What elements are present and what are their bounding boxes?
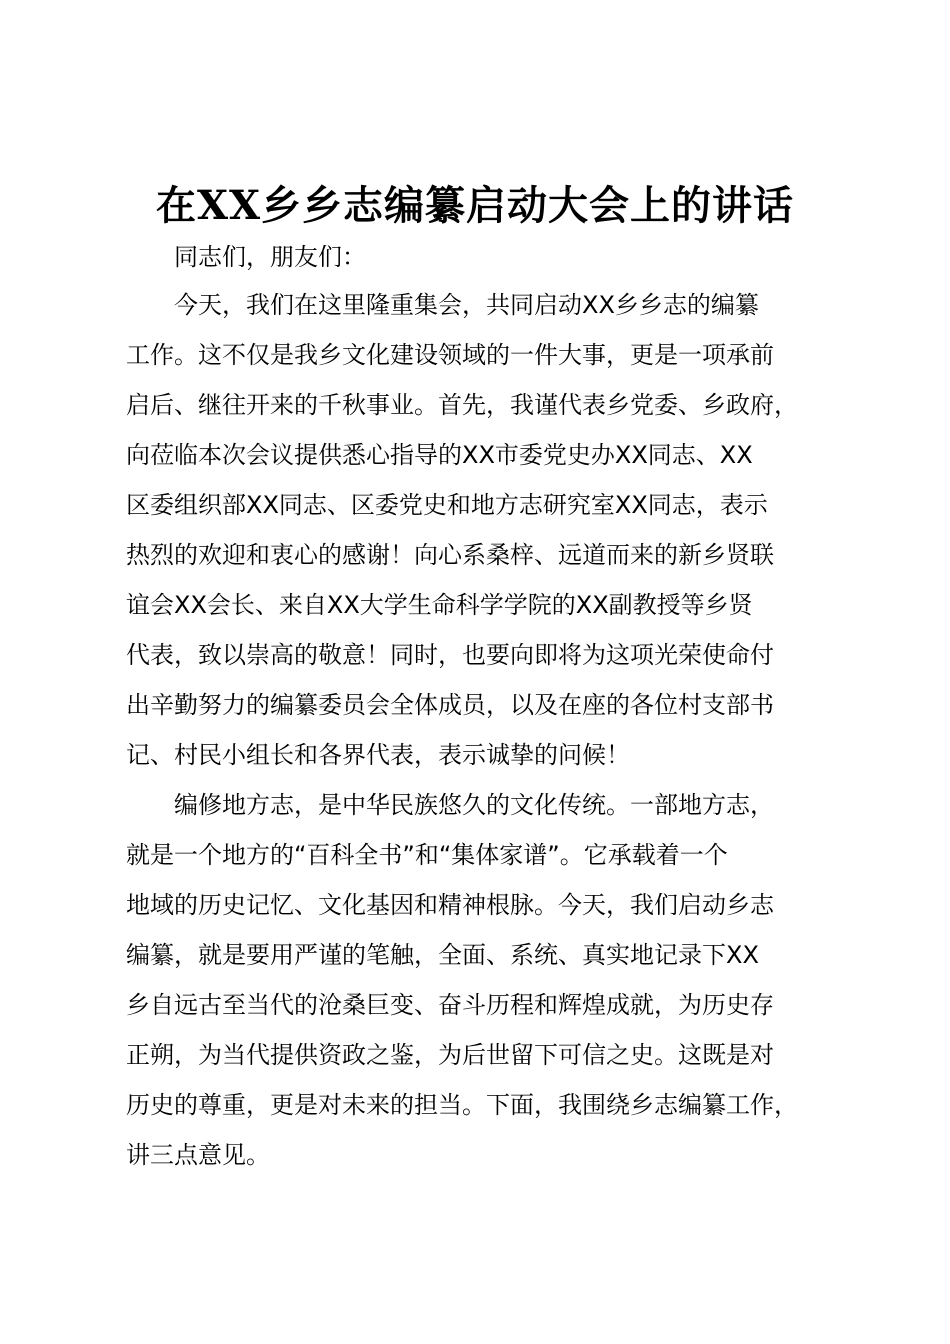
paragraph-line: 乡自远古至当代的沧桑巨变、奋斗历程和辉煌成就，为历史存 (126, 991, 774, 1019)
document-title: 在XX乡乡志编纂启动大会上的讲话 (155, 182, 795, 229)
paragraph-line: 启后、继往开来的千秋事业。首先，我谨代表乡党委、乡政府， (126, 391, 798, 419)
paragraph-line: 向莅临本次会议提供悉心指导的XX市委党史办XX同志、XX (126, 441, 753, 469)
paragraph-line: 正朔，为当代提供资政之鉴，为后世留下可信之史。这既是对 (126, 1041, 774, 1069)
paragraph-line: 讲三点意见。 (126, 1141, 270, 1169)
paragraph-line: 代表，致以崇高的敬意！同时，也要向即将为这项光荣使命付 (126, 641, 774, 669)
paragraph-line: 历史的尊重，更是对未来的担当。下面，我围绕乡志编纂工作， (126, 1091, 798, 1119)
paragraph-line: 就是一个地方的“百科全书”和“集体家谱”。它承载着一个 (126, 841, 728, 869)
paragraph-line: 热烈的欢迎和衷心的感谢！向心系桑梓、远道而来的新乡贤联 (126, 541, 774, 569)
paragraph-line: 今天，我们在这里隆重集会，共同启动XX乡乡志的编纂 (126, 291, 759, 319)
paragraph-line: 区委组织部XX同志、区委党史和地方志研究室XX同志，表示 (126, 491, 768, 519)
salutation-line: 同志们，朋友们： (126, 243, 366, 271)
paragraph-line: 编纂，就是要用严谨的笔触，全面、系统、真实地记录下XX (126, 941, 759, 969)
paragraph-line: 出辛勤努力的编纂委员会全体成员，以及在座的各位村支部书 (126, 691, 774, 719)
paragraph-line: 记、村民小组长和各界代表，表示诚挚的问候！ (126, 741, 630, 769)
paragraph-line: 地域的历史记忆、文化基因和精神根脉。今天，我们启动乡志 (126, 891, 774, 919)
paragraph-line: 谊会XX会长、来自XX大学生命科学学院的XX副教授等乡贤 (126, 591, 753, 619)
paragraph-line: 编修地方志，是中华民族悠久的文化传统。一部地方志， (126, 791, 774, 819)
paragraph-line: 工作。这不仅是我乡文化建设领域的一件大事，更是一项承前 (126, 341, 774, 369)
